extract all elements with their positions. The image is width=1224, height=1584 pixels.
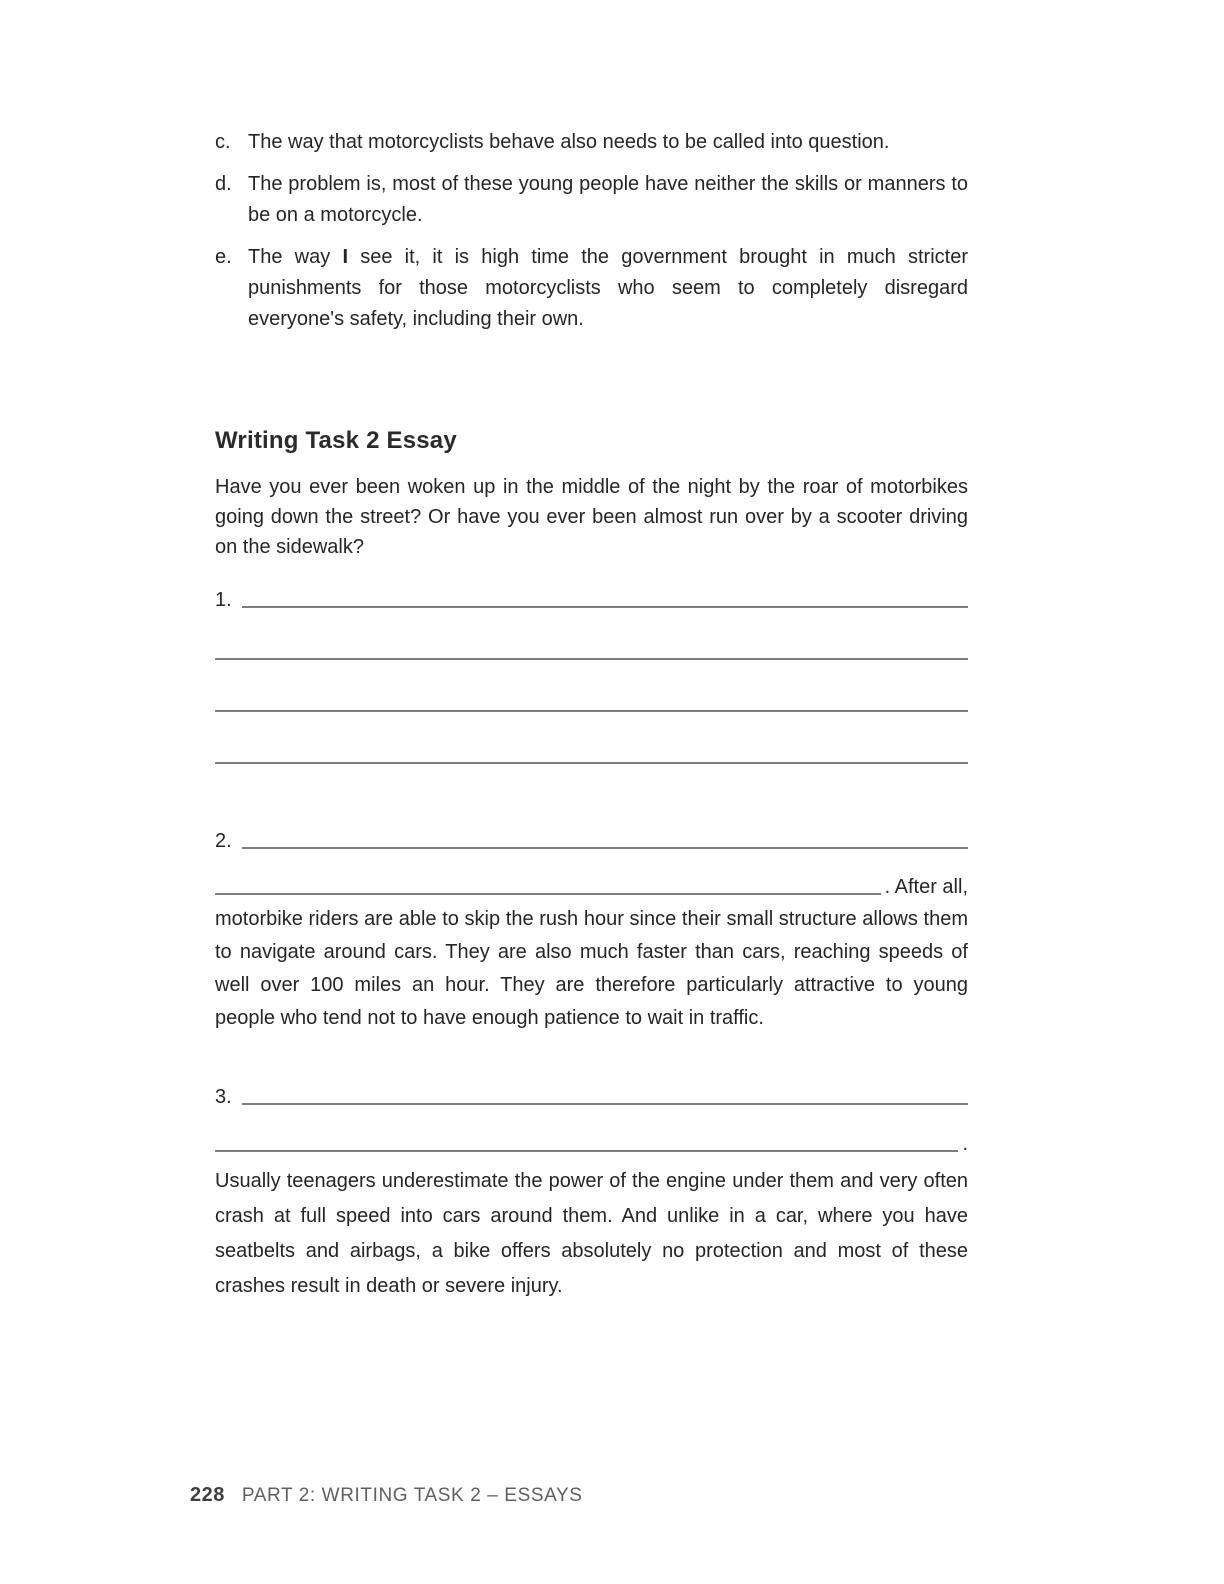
- answer-blank-line: [242, 821, 968, 849]
- intro-paragraph: Have you ever been woken up in the middle of the night by the roar of motorbikes going down the street? Or have you ever been almost run over by a scooter driving on the sidewalk?: [215, 476, 968, 558]
- option-text: The problem is, most of these young people have neither the skills or manners to be on a motorcycle.: [248, 173, 968, 226]
- page-content: [215, 0, 968, 1304]
- answer-row: [215, 582, 968, 611]
- option-item-d: [215, 169, 968, 231]
- option-item-e: [215, 242, 968, 335]
- footer-section-label: PART 2: WRITING TASK 2 – ESSAYS: [241, 1485, 583, 1506]
- after-blank-text: . After all,: [884, 876, 968, 898]
- answer-section-1: [215, 582, 968, 764]
- page-footer: [190, 1484, 583, 1507]
- option-text: The way that motorcyclists behave also needs to be called into question.: [248, 131, 890, 153]
- answer-blank-line: [215, 712, 968, 764]
- option-item-c: [215, 127, 968, 158]
- task-heading: Writing Task 2 Essay: [215, 427, 457, 454]
- option-text: [248, 246, 968, 330]
- model-sentence-list: [215, 127, 968, 335]
- answer-row: [215, 1079, 968, 1108]
- answer-row: [215, 869, 968, 898]
- answer-row: [215, 823, 968, 852]
- option-label: c.: [215, 131, 231, 153]
- option-text-after: see it, it is high time the government brought in much stricter punishments for those motorcyclists who seem to completely disregard everyone's safety, including their own.: [248, 246, 968, 330]
- answer-blank-line: [242, 580, 968, 608]
- answer-section-3: [215, 1079, 968, 1304]
- page-number: 228: [190, 1484, 225, 1506]
- answer-section-2: [215, 823, 968, 1035]
- option-label: d.: [215, 173, 232, 195]
- option-text-bold: I: [342, 246, 348, 268]
- body-paragraph: motorbike riders are able to skip the rush hour since their small structure allows them to navigate around cars. They are also much faster than cars, reaching speeds of well over 100 miles an hour. They are therefore particularly attractive to young people who tend not to have enough patience to wait in traffic.: [215, 908, 968, 1029]
- answer-number: 1.: [215, 589, 232, 611]
- answer-row: [215, 1126, 968, 1155]
- answer-blank-line: [215, 660, 968, 712]
- answer-number: 3.: [215, 1086, 232, 1108]
- option-label: e.: [215, 246, 232, 268]
- after-blank-text: .: [962, 1133, 968, 1155]
- answer-blank-line: [242, 1077, 968, 1105]
- answer-blank-line: [215, 867, 881, 895]
- option-text-before: The way: [248, 246, 343, 268]
- answer-blank-line: [215, 1124, 958, 1152]
- answer-blank-line: [215, 608, 968, 660]
- body-paragraph: Usually teenagers underestimate the power of the engine under them and very often crash at full speed into cars around them. And unlike in a car, where you have seatbelts and airbags, a bike offers absolutely no protection and most of these crashes result in death or severe injury.: [215, 1170, 968, 1297]
- answer-number: 2.: [215, 830, 232, 852]
